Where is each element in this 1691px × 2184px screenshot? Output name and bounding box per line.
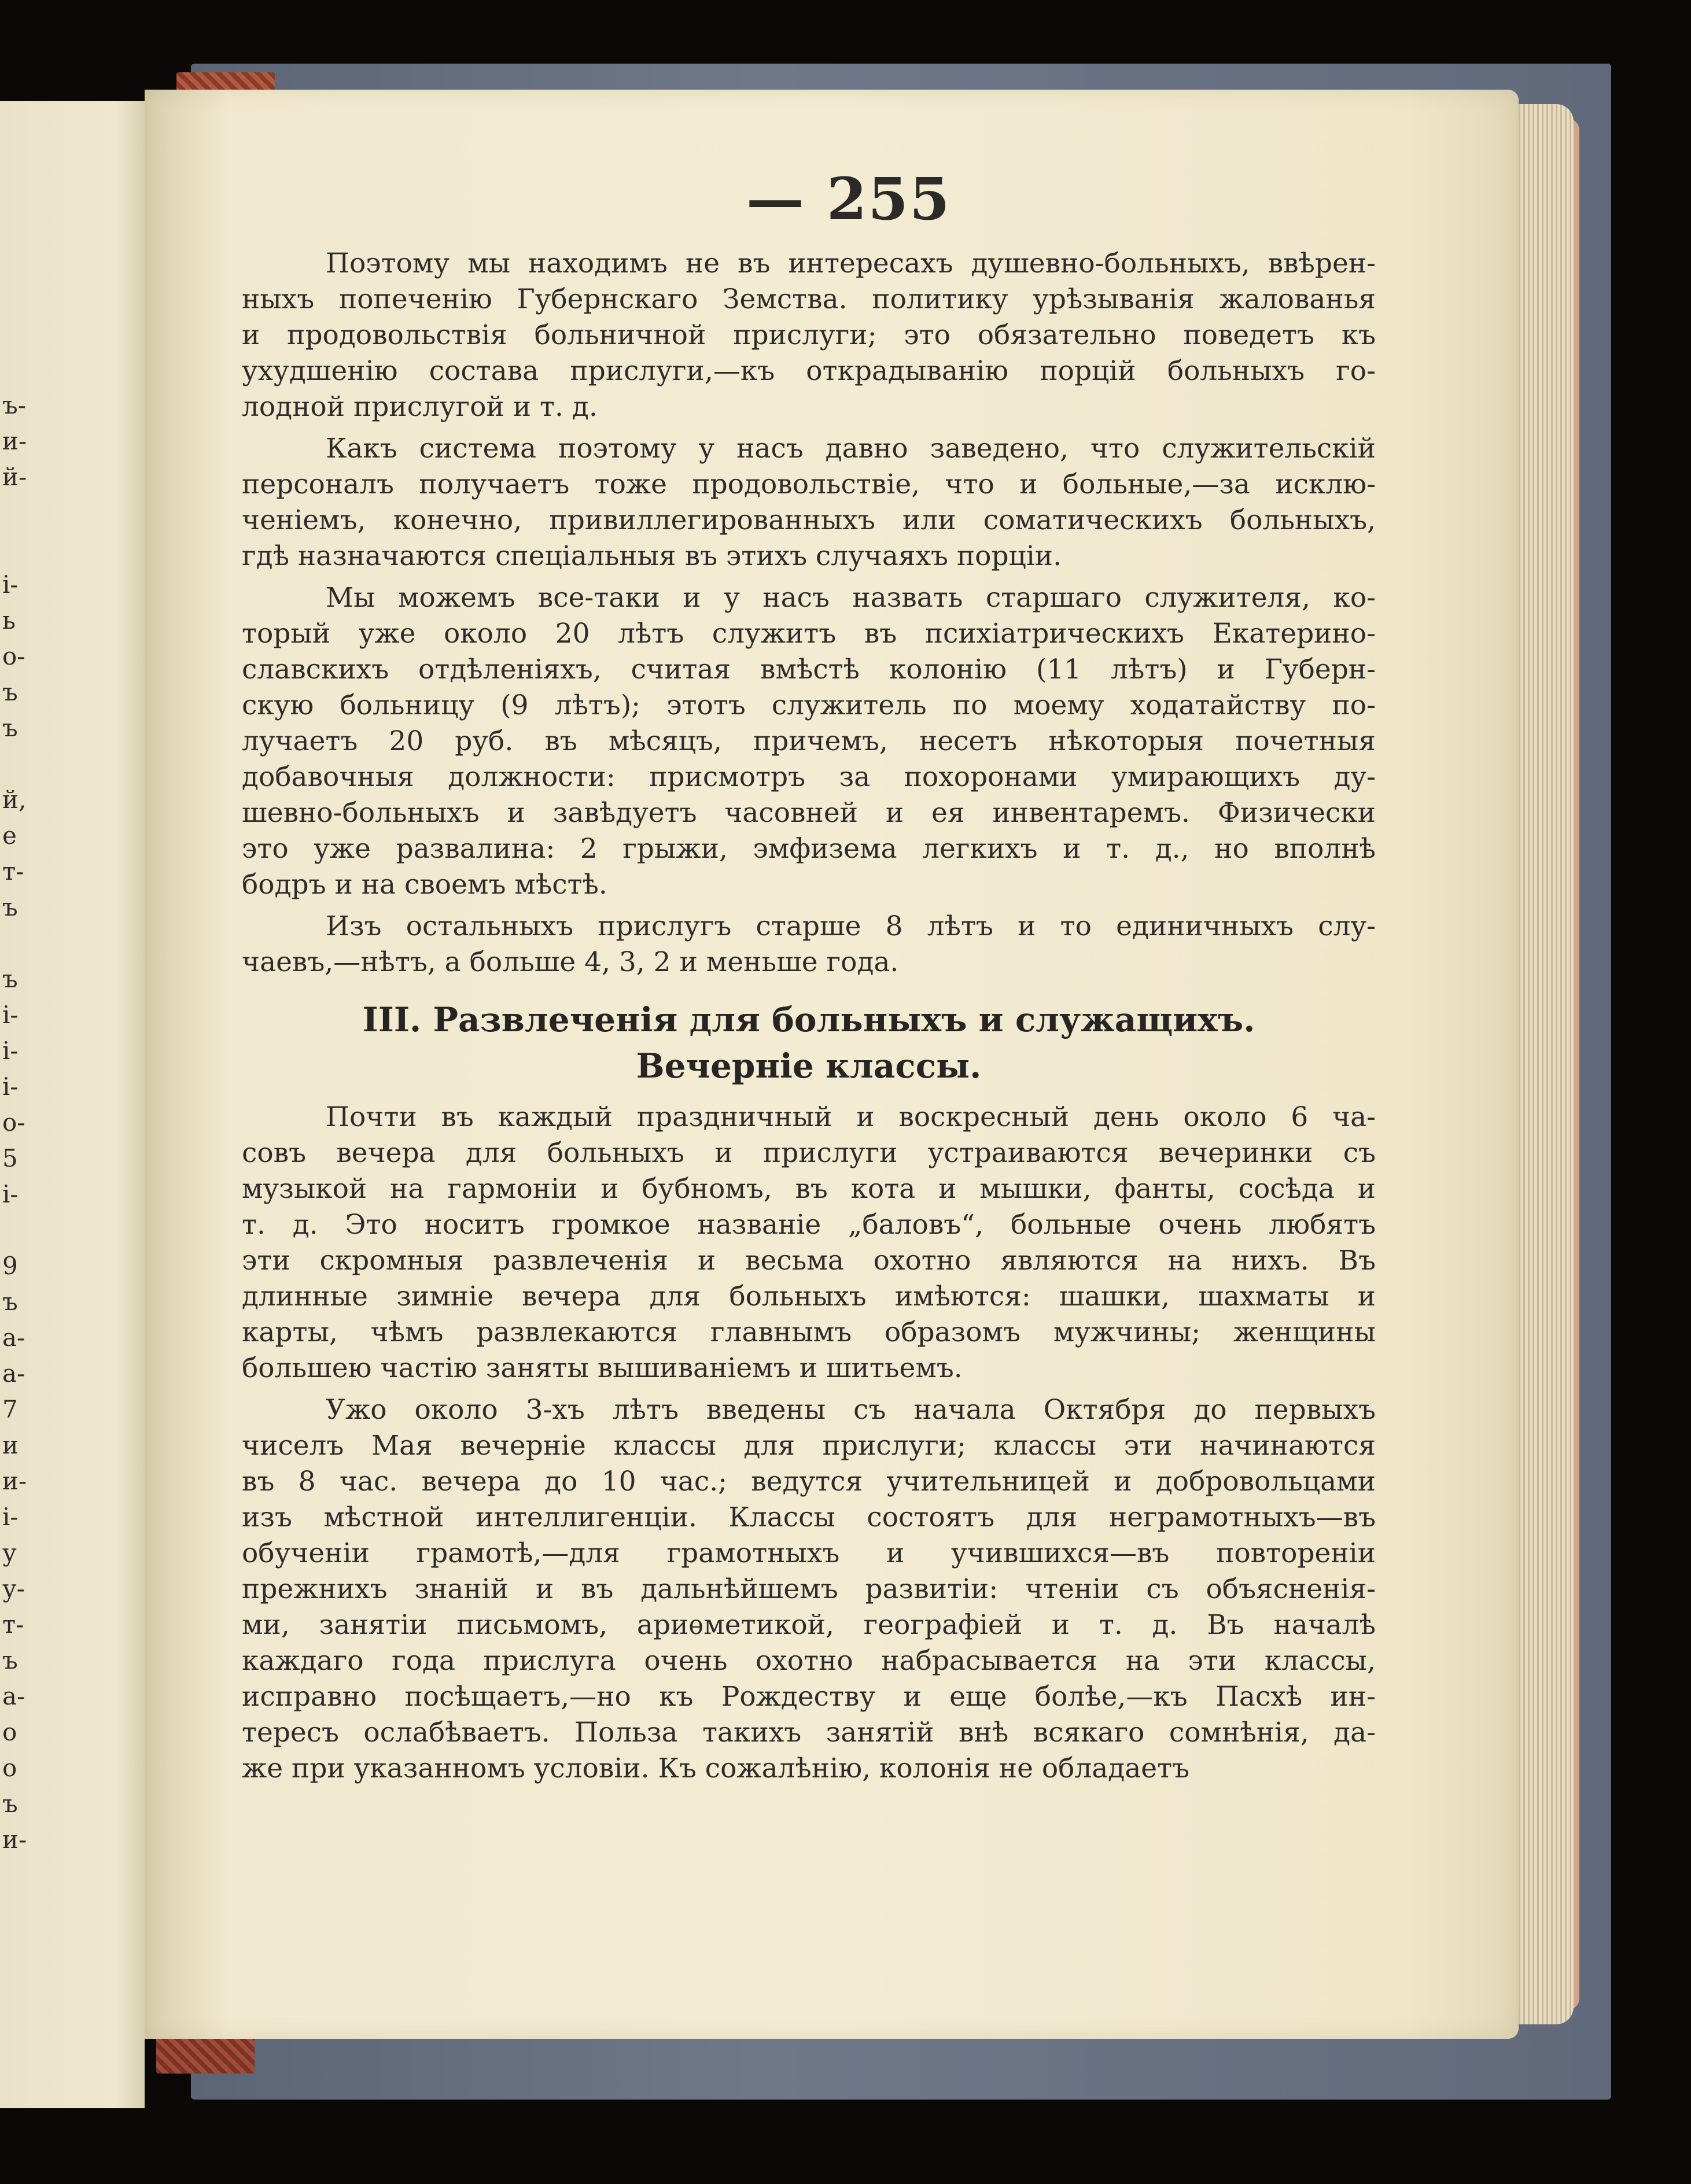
paragraph: [242, 431, 1376, 574]
text-line: эти скромныя развлеченія и весьма охотно являются на нихъ. Въ: [242, 1245, 1376, 1277]
left-fragment: і-: [2, 1180, 19, 1208]
left-fragment: и-: [2, 1467, 27, 1495]
left-fragment: ъ: [2, 1287, 18, 1316]
text-line: ми, занятіи письмомъ, ариѳметикой, географіей и т. д. Въ началѣ: [242, 1609, 1376, 1641]
left-fragment: а-: [2, 1682, 25, 1710]
text-line: скую больницу (9 лѣтъ); этотъ служитель по моему ходатайству по-: [242, 689, 1376, 721]
text-line: чиселъ Мая вечерніе классы для прислуги; классы эти начинаются: [242, 1430, 1376, 1462]
text-line: ныхъ попеченію Губернскаго Земства. политику урѣзыванія жалованья: [242, 283, 1376, 315]
left-fragment: [2, 495, 37, 531]
text-block-1: [242, 246, 1376, 980]
left-fragment: и-: [2, 1825, 27, 1854]
text-line: персоналъ получаетъ тоже продовольствіе, что и больные,—за исклю-: [242, 468, 1376, 500]
left-page: [0, 101, 145, 2108]
page-text: [242, 246, 1376, 1792]
left-fragment: т-: [2, 1610, 24, 1639]
text-line: большею частію заняты вышиваніемъ и шитьемъ.: [242, 1352, 963, 1384]
left-fragment: і-: [2, 1072, 19, 1101]
left-fragment: і-: [2, 1036, 19, 1065]
left-fragment: а-: [2, 1323, 25, 1352]
left-fragment: ъ-: [2, 391, 26, 419]
text-line: карты, чѣмъ развлекаются главнымъ образомъ мужчины; женщины: [242, 1316, 1376, 1348]
left-fragment: ь: [2, 606, 16, 634]
left-fragment: ъ: [2, 893, 18, 921]
text-line: Ужо около 3-хъ лѣтъ введены съ начала Октября до первыхъ: [326, 1394, 1376, 1426]
left-fragment: [2, 746, 37, 782]
text-line: длинные зимніе вечера для больныхъ имѣются: шашки, шахматы и: [242, 1281, 1376, 1312]
text-line: ченіемъ, конечно, привиллегированныхъ или соматическихъ больныхъ,: [242, 504, 1376, 536]
text-line: изъ мѣстной интеллигенціи. Классы состоятъ для неграмотныхъ—въ: [242, 1502, 1376, 1533]
text-line: лодной прислугой и т. д.: [242, 391, 598, 423]
text-line: обученіи грамотѣ,—для грамотныхъ и учившихся—въ повтореніи: [242, 1537, 1376, 1569]
text-line: совъ вечера для больныхъ и прислуги устраиваются вечеринки съ: [242, 1137, 1376, 1169]
left-fragment: [2, 925, 37, 961]
text-line: прежнихъ знаній и въ дальнѣйшемъ развитіи: чтеніи съ объясненія-: [242, 1573, 1376, 1605]
left-fragment: и: [2, 1431, 19, 1459]
text-line: Почти въ каждый праздничный и воскресный день около 6 ча-: [326, 1101, 1376, 1133]
text-line: это уже развалина: 2 грыжи, эмфизема легкихъ и т. д., но вполнѣ: [242, 833, 1376, 865]
left-fragment: ъ: [2, 678, 18, 706]
text-line: бодръ и на своемъ мѣстѣ.: [242, 869, 607, 901]
left-fragment: ъ: [2, 714, 18, 742]
left-fragment: 9: [2, 1252, 18, 1280]
left-fragment: ъ: [2, 965, 18, 993]
text-line: исправно посѣщаетъ,—но къ Рождеству и еще болѣе,—къ Пасхѣ ин-: [242, 1681, 1376, 1713]
paragraph: [242, 1100, 1376, 1386]
text-line: т. д. Это носитъ громкое названіе „баловъ“, больные очень любятъ: [242, 1209, 1376, 1241]
text-line: лучаетъ 20 руб. въ мѣсяцъ, причемъ, несетъ нѣкоторыя почетныя: [242, 725, 1376, 757]
text-line: Изъ остальныхъ прислугъ старше 8 лѣтъ и то единичныхъ слу-: [326, 910, 1376, 942]
text-line: добавочныя должности: присмотръ за похоронами умирающихъ ду-: [242, 761, 1376, 793]
text-block-2: [242, 1100, 1376, 1787]
paragraph: [242, 246, 1376, 425]
left-fragment: у: [2, 1539, 17, 1567]
text-line: Мы можемъ все-таки и у насъ назвать старшаго служителя, ко-: [326, 582, 1376, 614]
text-line: и продовольствія больничной прислуги; это обязательно поведетъ къ: [242, 319, 1376, 351]
text-line: въ 8 час. вечера до 10 час.; ведутся учительницей и добровольцами: [242, 1466, 1376, 1497]
left-fragment: о-: [2, 1108, 25, 1137]
left-page-fragments: [2, 388, 37, 1858]
heading-line-1: III. Развлеченія для больныхъ и служащихъ.: [362, 1000, 1255, 1039]
text-line: музыкой на гармоніи и бубномъ, въ кота и мышки, фанты, сосѣда и: [242, 1173, 1376, 1205]
left-fragment: т-: [2, 857, 24, 886]
left-fragment: и-: [2, 427, 27, 455]
left-fragment: 7: [2, 1395, 18, 1423]
text-line: чаевъ,—нѣтъ, а больше 4, 3, 2 и меньше года.: [242, 946, 899, 978]
heading-line-2: Вечерніе классы.: [636, 1046, 982, 1086]
left-fragment: й-: [2, 463, 27, 491]
left-fragment: е: [2, 821, 17, 850]
text-line: славскихъ отдѣленіяхъ, считая вмѣстѣ колонію (11 лѣтъ) и Губерн-: [242, 654, 1376, 685]
text-line: Поэтому мы находимъ не въ интересахъ душевно-больныхъ, ввѣрен-: [326, 248, 1376, 279]
left-fragment: ъ: [2, 1790, 18, 1818]
text-line: Какъ система поэтому у насъ давно заведено, что служительскій: [326, 433, 1376, 464]
text-line: торый уже около 20 лѣтъ служитъ въ психіатрическихъ Екатерино-: [242, 618, 1376, 650]
left-fragment: у-: [2, 1574, 25, 1603]
left-fragment: [2, 1212, 37, 1248]
text-line: гдѣ назначаются спеціальныя въ этихъ случаяхъ порціи.: [242, 540, 1062, 572]
left-fragment: а-: [2, 1359, 25, 1388]
text-line: каждаго года прислуга очень охотно набрасывается на эти классы,: [242, 1645, 1376, 1677]
left-fragment: о: [2, 1754, 17, 1782]
left-fragment: [2, 531, 37, 567]
page-number: — 255: [746, 165, 951, 233]
left-fragment: і-: [2, 1503, 19, 1531]
left-fragment: о: [2, 1718, 17, 1746]
text-line: шевно-больныхъ и завѣдуетъ часовней и ея инвентаремъ. Физически: [242, 797, 1376, 829]
left-fragment: ъ: [2, 1646, 18, 1674]
paragraph: [242, 580, 1376, 903]
section-heading: [242, 997, 1376, 1089]
left-fragment: і-: [2, 1001, 19, 1029]
text-line: ухудшенію состава прислуги,—къ открадыванію порцій больныхъ го-: [242, 355, 1376, 387]
left-fragment: і-: [2, 570, 19, 599]
left-fragment: 5: [2, 1144, 18, 1172]
left-fragment: о-: [2, 642, 25, 670]
paragraph: [242, 909, 1376, 980]
paragraph: [242, 1392, 1376, 1787]
text-line: тересъ ослабѣваетъ. Польза такихъ занятій внѣ всякаго сомнѣнія, да-: [242, 1717, 1376, 1748]
left-fragment: й,: [2, 785, 27, 814]
text-line: же при указанномъ условіи. Къ сожалѣнію, колонія не обладаетъ: [242, 1753, 1190, 1784]
